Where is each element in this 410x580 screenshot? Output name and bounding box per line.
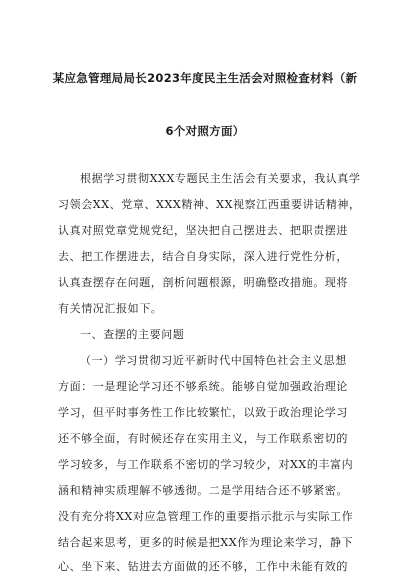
document-title-line-1: 某应急管理局局长2023年度民主生活会对照检查材料（新: [52, 71, 358, 85]
document-title-line-2: 6个对照方面）: [165, 124, 245, 138]
paragraph-line: 心、坐下来、钻进去方面做的还不够，工作中未能有效的: [58, 560, 348, 573]
paragraph-line: 根据学习贯彻XXX专题民主生活会有关要求，我认真学: [80, 172, 361, 185]
paragraph-line: 学习，但平时事务性工作比较繁忙，以致于政治理论学习: [58, 406, 348, 419]
section-heading: 一、查摆的主要问题: [80, 328, 185, 341]
paragraph-line: 还不够全面，有时候还存在实用主义，与工作联系密切的: [58, 432, 348, 445]
paragraph-line: 方面：一是理论学习还不够系统。能够自觉加强政治理论: [58, 380, 348, 393]
paragraph-line: 有关情况汇报如下。: [58, 302, 163, 315]
paragraph-line: 涵和精神实质理解不够透彻。二是学用结合还不够紧密。: [58, 484, 348, 497]
paragraph-line: 没有充分将XX对应急管理工作的重要指示批示与实际工作: [58, 510, 354, 523]
paragraph-line: （一）学习贯彻习近平新时代中国特色社会主义思想: [80, 354, 347, 367]
paragraph-line: 习领会XX、党章、XXX精神、XX视察江西重要讲话精神，: [58, 198, 361, 211]
paragraph-line: 去、把工作摆进去，结合自身实际，深入进行党性分析，: [58, 250, 348, 263]
paragraph-line: 学习较多，与工作联系不密切的学习较少，对XX的丰富内: [58, 458, 354, 471]
paragraph-line: 认真对照党章党规党纪，坚决把自己摆进去、把职责摆进: [58, 224, 348, 237]
paragraph-line: 结合起来思考，更多的时候是把XX作为理论来学习，静下: [58, 536, 354, 549]
paragraph-line: 认真查摆存在问题，剖析问题根源，明确整改措施。现将: [58, 276, 348, 289]
